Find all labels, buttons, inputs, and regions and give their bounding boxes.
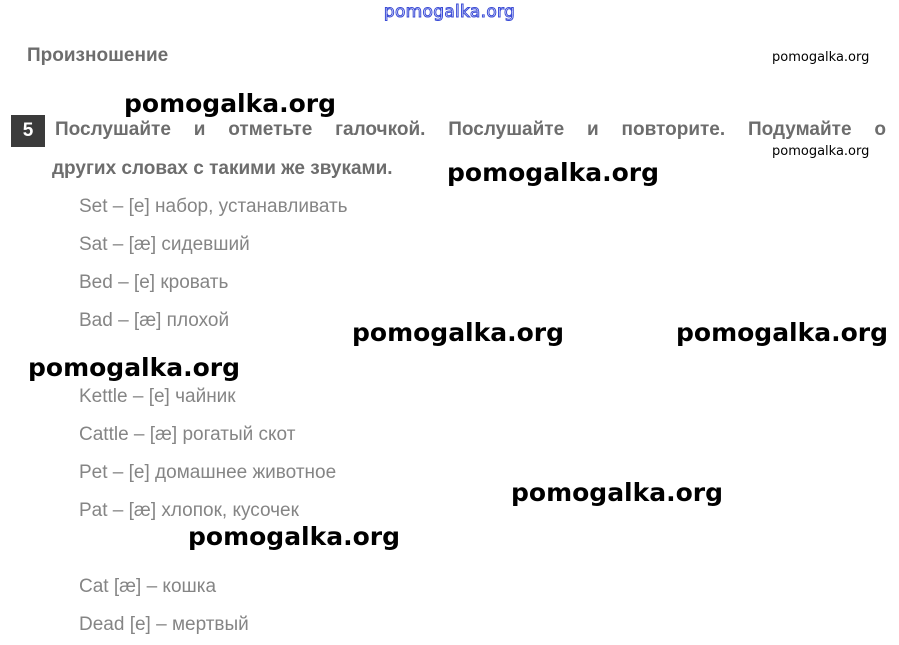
- watermark: pomogalka.org: [447, 158, 660, 187]
- top-watermark: pomogalka.org: [383, 2, 516, 22]
- word-item: Cat [æ] – кошка: [79, 576, 217, 597]
- word-item: Pat – [æ] хлопок, кусочек: [79, 500, 299, 521]
- task-number-badge: 5: [11, 115, 45, 147]
- word-item: Bed – [e] кровать: [79, 272, 229, 293]
- word-item: Kettle – [e] чайник: [79, 386, 236, 407]
- watermark: pomogalka.org: [511, 478, 724, 507]
- word-item: Pet – [e] домашнее животное: [79, 462, 337, 483]
- task-instruction-line2: других словах с такими же звуками.: [52, 158, 393, 179]
- watermark: pomogalka.org: [124, 89, 337, 118]
- word-item: Sat – [æ] сидевший: [79, 234, 250, 255]
- word-item: Dead [e] – мертвый: [79, 614, 249, 635]
- watermark-small: pomogalka.org: [772, 144, 870, 159]
- watermark: pomogalka.org: [352, 318, 565, 347]
- watermark: pomogalka.org: [676, 318, 889, 347]
- task-instruction-line1: Послушайте и отметьте галочкой. Послушайте и повторите. Подумайте о: [55, 119, 886, 140]
- section-title: Произношение: [27, 45, 169, 66]
- watermark-small: pomogalka.org: [772, 50, 870, 65]
- word-item: Bad – [æ] плохой: [79, 310, 230, 331]
- watermark: pomogalka.org: [188, 522, 401, 551]
- word-item: Cattle – [æ] рогатый скот: [79, 424, 296, 445]
- word-item: Set – [e] набор, устанавливать: [79, 196, 348, 217]
- watermark: pomogalka.org: [28, 353, 241, 382]
